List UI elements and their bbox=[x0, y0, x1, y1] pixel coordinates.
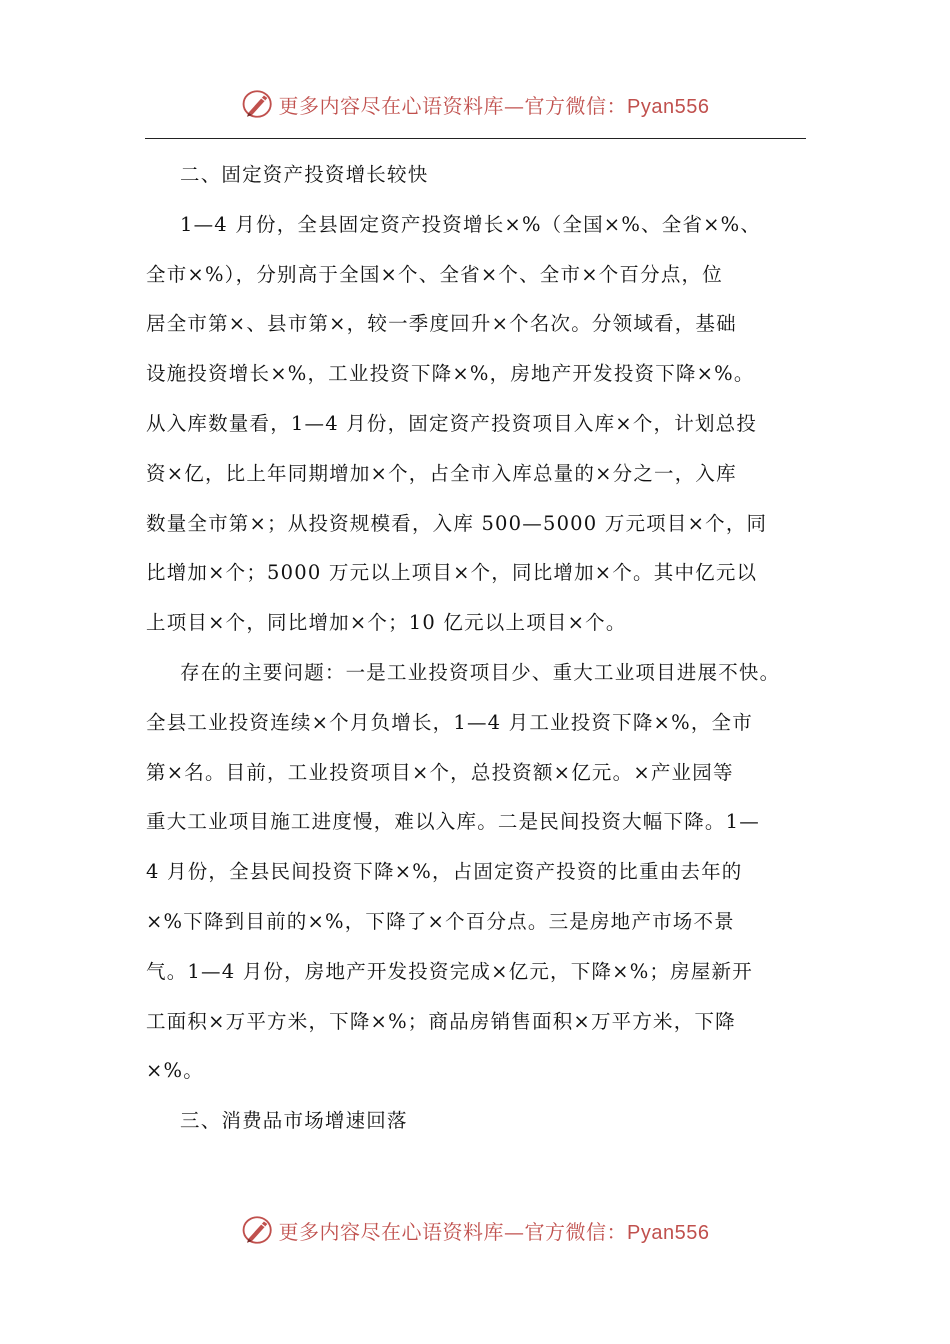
text-line: 比增加×个；5000 万元以上项目×个，同比增加×个。其中亿元以 bbox=[146, 561, 758, 585]
text-line: 工面积×万平方米，下降×%；商品房销售面积×万平方米，下降 bbox=[146, 1009, 736, 1033]
watermark-text: 更多内容尽在心语资料库—官方微信：Pyan556 bbox=[278, 1219, 710, 1244]
paragraph-main-problems bbox=[146, 648, 826, 1096]
section-heading-investment: 二、固定资产投资增长较快 bbox=[180, 163, 429, 186]
footer-watermark bbox=[0, 1208, 950, 1252]
document-body bbox=[146, 150, 826, 1146]
text-line: 居全市第×、县市第×，较一季度回升×个名次。分领域看，基础 bbox=[146, 312, 737, 336]
text-line: ×%。 bbox=[146, 1059, 204, 1083]
paragraph-investment-growth bbox=[146, 200, 826, 648]
text-line: 从入库数量看，1—4 月份，固定资产投资项目入库×个，计划总投 bbox=[146, 411, 758, 435]
text-line: 4 月份，全县民间投资下降×%，占固定资产投资的比重由去年的 bbox=[146, 860, 743, 884]
text-line: 资×亿，比上年同期增加×个，占全市入库总量的×分之一，入库 bbox=[146, 461, 737, 485]
text-line: 全市×%），分别高于全国×个、全省×个、全市×个百分点，位 bbox=[146, 262, 723, 286]
text-line: 存在的主要问题：一是工业投资项目少、重大工业项目进展不快。 bbox=[180, 660, 781, 684]
text-line: ×%下降到目前的×%，下降了×个百分点。三是房地产市场不景 bbox=[146, 909, 735, 933]
pen-logo-icon bbox=[241, 87, 275, 121]
text-line: 气。1—4 月份，房地产开发投资完成×亿元，下降×%；房屋新开 bbox=[146, 959, 753, 983]
text-line: 设施投资增长×%，工业投资下降×%，房地产开发投资下降×%。 bbox=[146, 362, 755, 386]
watermark-text: 更多内容尽在心语资料库—官方微信：Pyan556 bbox=[278, 93, 710, 118]
text-line: 上项目×个，同比增加×个；10 亿元以上项目×个。 bbox=[146, 611, 627, 635]
text-line: 数量全市第×；从投资规模看，入库 500—5000 万元项目×个，同 bbox=[146, 511, 768, 535]
text-line: 全县工业投资连续×个月负增长，1—4 月工业投资下降×%，全市 bbox=[146, 710, 753, 734]
pen-logo-icon bbox=[241, 1213, 275, 1247]
section-heading-consumption: 三、消费品市场增速回落 bbox=[180, 1109, 408, 1133]
header-watermark bbox=[0, 82, 950, 126]
header-divider bbox=[145, 138, 806, 139]
text-line: 1—4 月份，全县固定资产投资增长×%（全国×%、全省×%、 bbox=[180, 212, 762, 236]
text-line: 重大工业项目施工进度慢，难以入库。二是民间投资大幅下降。1— bbox=[146, 810, 760, 834]
text-line: 第×名。目前，工业投资项目×个，总投资额×亿元。×产业园等 bbox=[146, 760, 734, 784]
